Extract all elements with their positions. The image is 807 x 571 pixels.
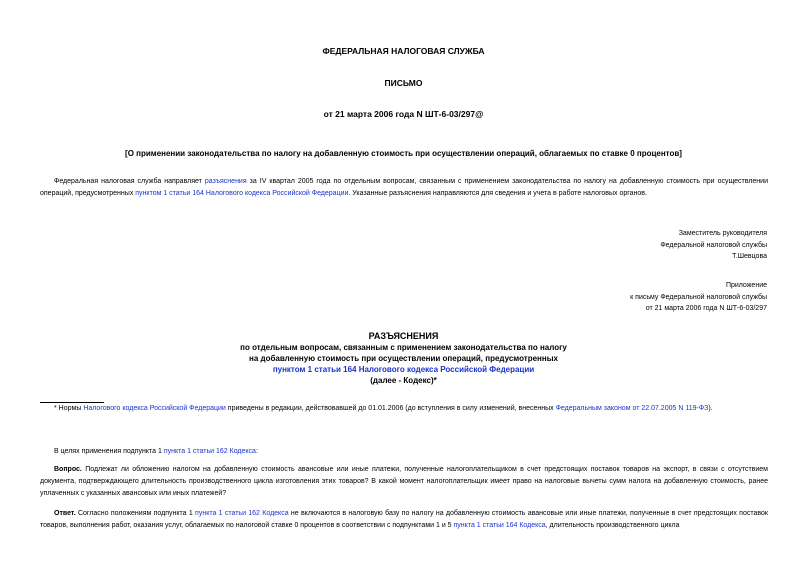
answer-text-2: не включаются в налоговую базу по налогу на добавленную стоимость авансовые или иные платежи, полученные в счет предстоящих поставок товаров, выполнения работ, оказания услуг, облагаемых по налоговой ставке 0 процентов в соответствии с подпунктами 1 и 5 (40, 510, 768, 529)
answer-text-1: Согласно положениям подпункта 1 (75, 510, 196, 517)
document-date-number: от 21 марта 2006 года N ШТ-6-03/297@ (323, 109, 484, 119)
signature-block (660, 228, 767, 263)
explanations-title-block (0, 331, 807, 386)
appendix-block (630, 280, 767, 315)
link-article-164-answer[interactable]: пункта 1 статьи 164 Кодекса (453, 522, 546, 529)
appendix-label: Приложение (725, 282, 767, 289)
footnote-text-1: * Нормы (54, 405, 84, 412)
question-text: Подлежат ли обложению налогом на добавленную стоимость авансовые или иные платежи, полученные налогоплательщиком в счет предстоящих поставок товаров на экспорт, в связи с отсутствием документа, подтверждающего длительность производственного цикла изготовления этих товаров? В какой момент налогоплательщик имеет право на налоговые вычеты сумм налога на добавленную стоимость, ранее уплаченных с указанных авансовых или иных платежей? (40, 466, 768, 497)
explanations-heading: РАЗЪЯСНЕНИЯ (368, 331, 439, 341)
purpose-text-1: В целях применения подпункта 1 (54, 448, 164, 455)
explanations-line-4: (далее - Кодекс)* (370, 376, 437, 385)
explanations-line-2: на добавленную стоимость при осуществлении операций, предусмотренных (248, 354, 558, 363)
document-type: ПИСЬМО (384, 78, 423, 88)
footnote-text-2: приведены в редакции, действовавшей до 01.01.2006 (до вступления в силу изменений, внесенных (225, 405, 556, 412)
document-subject: [О применении законодательства по налогу на добавленную стоимость при осуществлении операций, облагаемых по ставке 0 процентов] (125, 149, 682, 158)
intro-text-2: за IV квартал 2005 года по отдельным вопросам, связанным с применением законодательства по налогу на добавленную стоимость при осуществлении операций, предусмотренных (40, 178, 768, 197)
answer-text-3: , длительность производственного цикла (545, 522, 680, 529)
footnote (54, 405, 713, 412)
link-article-162-answer[interactable]: пункта 1 статьи 162 Кодекса (195, 510, 289, 517)
link-explanations[interactable]: разъяснения (204, 178, 247, 185)
intro-text-1: Федеральная налоговая служба направляет (54, 178, 205, 185)
link-tax-code-article-164[interactable]: пунктом 1 статьи 164 Налогового кодекса Российской Федерации (135, 190, 349, 197)
purpose-text-2: : (255, 448, 258, 455)
answer-paragraph (40, 508, 768, 532)
appendix-date: от 21 марта 2006 года N ШТ-6-03/297 (645, 305, 767, 312)
signature-position: Заместитель руководителя (678, 230, 767, 237)
signature-name: Т.Шевцова (732, 253, 767, 260)
question-lead: Вопрос. (54, 466, 82, 473)
answer-lead: Ответ. (54, 510, 76, 517)
question-paragraph (40, 464, 768, 500)
agency-title: ФЕДЕРАЛЬНАЯ НАЛОГОВАЯ СЛУЖБА (322, 46, 485, 56)
link-tax-code[interactable]: Налогового кодекса Российской Федерации (83, 405, 226, 412)
explanations-line-1: по отдельным вопросам, связанным с применением законодательства по налогу (240, 343, 567, 352)
intro-text-3: . Указанные разъяснения направляются для сведения и учета в работе налоговых органов. (348, 190, 647, 197)
link-article-162[interactable]: пункта 1 статьи 162 Кодекса (163, 448, 256, 455)
purpose-paragraph (40, 446, 768, 458)
link-tax-code-article-164-heading[interactable]: пунктом 1 статьи 164 Налогового кодекса Российской Федерации (272, 365, 535, 374)
intro-paragraph (40, 176, 768, 200)
footnote-divider (40, 402, 104, 403)
link-federal-law-119[interactable]: Федеральным законом от 22.07.2005 N 119-ФЗ (555, 405, 709, 412)
footnote-text-3: ). (708, 405, 713, 412)
signature-organization: Федеральной налоговой службы (660, 241, 767, 249)
appendix-reference: к письму Федеральной налоговой службы (630, 293, 767, 301)
